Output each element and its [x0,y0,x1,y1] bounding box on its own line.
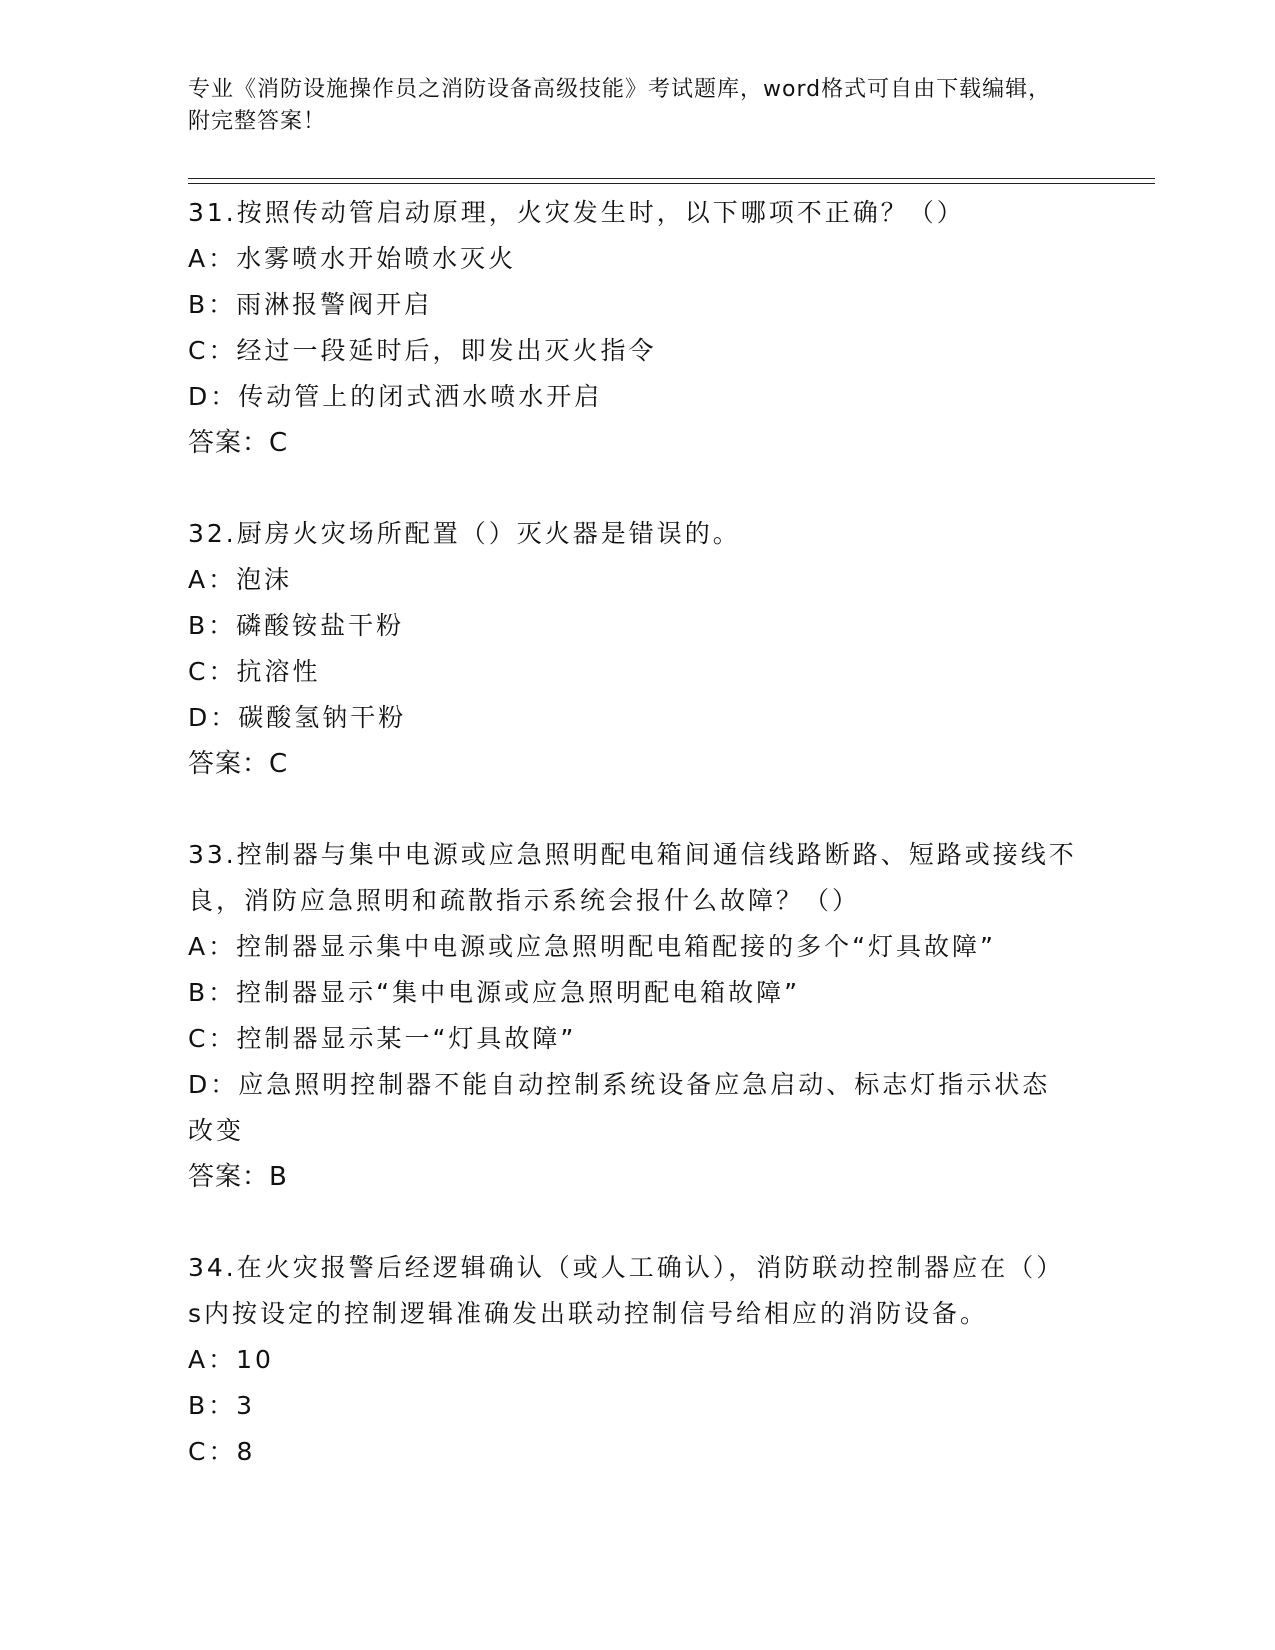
question-32 [188,511,1078,787]
option-c: C：经过一段延时后，即发出灭火指令 [188,336,657,365]
header-divider-top [188,178,1155,179]
spacer [188,1200,1078,1245]
option-d: D：应急照明控制器不能自动控制系统设备应急启动、标志灯指示状态改变 [188,1070,1051,1145]
question-31 [188,190,1078,466]
spacer [188,466,1078,511]
option-a: A：10 [188,1345,274,1374]
option-b: B：控制器显示“集中电源或应急照明配电箱故障” [188,978,801,1007]
spacer [188,787,1078,832]
option-b: B：雨淋报警阀开启 [188,290,433,319]
answer: 答案：B [188,1162,288,1192]
option-c: C：8 [188,1437,256,1466]
question-text: 32.厨房火灾场所配置（）灭火器是错误的。 [188,519,741,548]
option-a: A：水雾喷水开始喷水灭火 [188,244,517,273]
question-text: 33.控制器与集中电源或应急照明配电箱间通信线路断路、短路或接线不良，消防应急照明和疏散指示系统会报什么故障？（） [188,840,1077,915]
header-divider-bottom [188,183,1155,184]
question-list [188,190,1078,1475]
question-33 [188,832,1078,1200]
option-c: C：控制器显示某一“灯具故障” [188,1024,577,1053]
answer: 答案：C [188,428,289,458]
option-b: B：3 [188,1391,256,1420]
question-34 [188,1245,1078,1475]
option-a: A：控制器显示集中电源或应急照明配电箱配接的多个“灯具故障” [188,932,997,961]
option-c: C：抗溶性 [188,657,321,686]
option-d: D：传动管上的闭式洒水喷水开启 [188,382,603,411]
option-d: D：碳酸氢钠干粉 [188,703,407,732]
document-header: 专业《消防设施操作员之消防设备高级技能》考试题库，word格式可自由下载编辑，附完整答案！ [188,77,1052,134]
question-text: 31.按照传动管启动原理，火灾发生时，以下哪项不正确？（） [188,198,965,227]
option-b: B：磷酸铵盐干粉 [188,611,405,640]
answer: 答案：C [188,749,289,779]
option-a: A：泡沫 [188,565,293,594]
question-text: 34.在火灾报警后经逻辑确认（或人工确认），消防联动控制器应在（）s内按设定的控制逻辑准确发出联动控制信号给相应的消防设备。 [188,1253,1065,1328]
